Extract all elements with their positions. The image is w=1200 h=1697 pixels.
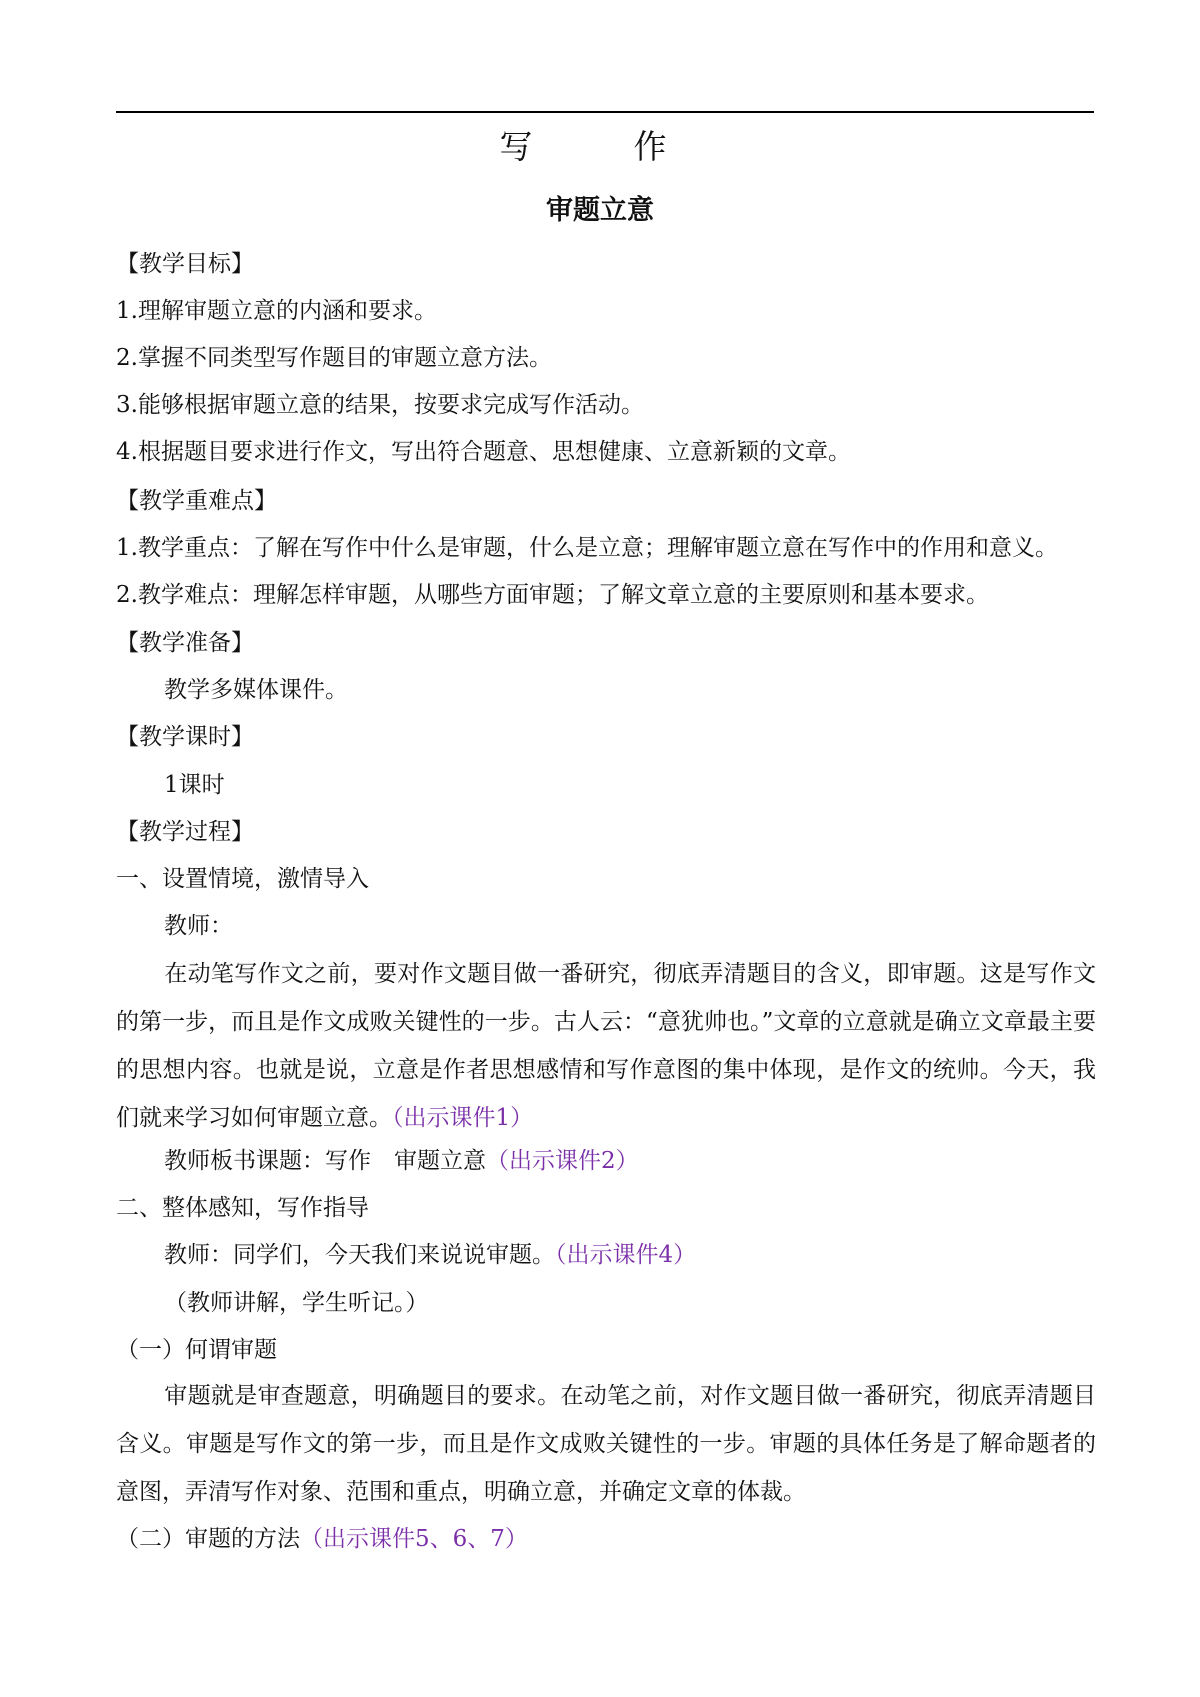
hours-text: 1课时 (164, 772, 225, 798)
key-point-2: 2.教学难点：理解怎样审题，从哪些方面审题；了解文章立意的主要原则和基本要求。 (116, 582, 989, 608)
document-title: 写 作 (499, 127, 701, 166)
teacher-label: 教师： (164, 913, 233, 939)
intro-text: 在动笔写作文之前，要对作文题目做一番研究，彻底弄清题目的含义，即审题。这是写作文的第一步，而且是作文成败关键性的一步。古人云：“意犹帅也。”文章的立意就是确立文章最主要的思想内容。也就是说，立意是作者思想感情和写作意图的集中体现，是作文的统帅。今天，我们就来学习如何审题立意。 (116, 961, 1096, 1131)
intro-courseware-ref: （出示课件1） (392, 1105, 534, 1131)
teacher-line (164, 1240, 1148, 1270)
goal-item-2: 2.掌握不同类型写作题目的审题立意方法。 (116, 345, 552, 371)
goal-item-1: 1.理解审题立意的内涵和要求。 (116, 298, 437, 324)
header-rule (116, 111, 1094, 113)
board-line (164, 1146, 1148, 1176)
step2-heading: 二、整体感知，写作指导 (116, 1195, 369, 1221)
document-subtitle: 审题立意 (546, 195, 654, 226)
step1-heading: 一、设置情境，激情导入 (116, 866, 369, 892)
intro-paragraph (116, 950, 1096, 1142)
goal-item-3: 3.能够根据审题立意的结果，按要求完成写作活动。 (116, 392, 644, 418)
sub1-heading: （一）何谓审题 (116, 1337, 277, 1363)
process-heading: 【教学过程】 (116, 819, 254, 845)
goal-item-4: 4.根据题目要求进行作文，写出符合题意、思想健康、立意新颖的文章。 (116, 439, 851, 465)
hours-heading: 【教学课时】 (116, 724, 254, 750)
board-courseware-ref: （出示课件2） (486, 1148, 639, 1174)
sub2-courseware-ref: （出示课件5、6、7） (300, 1526, 528, 1552)
sub2-line (116, 1524, 1100, 1554)
goals-heading: 【教学目标】 (116, 251, 254, 277)
board-text: 教师板书课题：写作 审题立意 (164, 1148, 486, 1174)
sub1-paragraph (116, 1372, 1096, 1516)
sub2-heading: （二）审题的方法 (116, 1526, 300, 1552)
key-point-1: 1.教学重点：了解在写作中什么是审题，什么是立意；理解审题立意在写作中的作用和意义。 (116, 535, 1058, 561)
prep-text: 教学多媒体课件。 (164, 677, 348, 703)
lecture-note: （教师讲解，学生听记。） (164, 1290, 429, 1316)
teacher-line-text: 教师：同学们，今天我们来说说审题。 (164, 1242, 555, 1268)
key-heading: 【教学重难点】 (116, 488, 277, 514)
prep-heading: 【教学准备】 (116, 630, 254, 656)
sub1-text: 审题就是审查题意，明确题目的要求。在动笔之前，对作文题目做一番研究，彻底弄清题目含义。审题是写作文的第一步，而且是作文成败关键性的一步。审题的具体任务是了解命题者的意图，弄清写作对象、范围和重点，明确立意，并确定文章的体裁。 (116, 1383, 1096, 1505)
teacher-line-courseware-ref: （出示课件4） (555, 1242, 697, 1268)
